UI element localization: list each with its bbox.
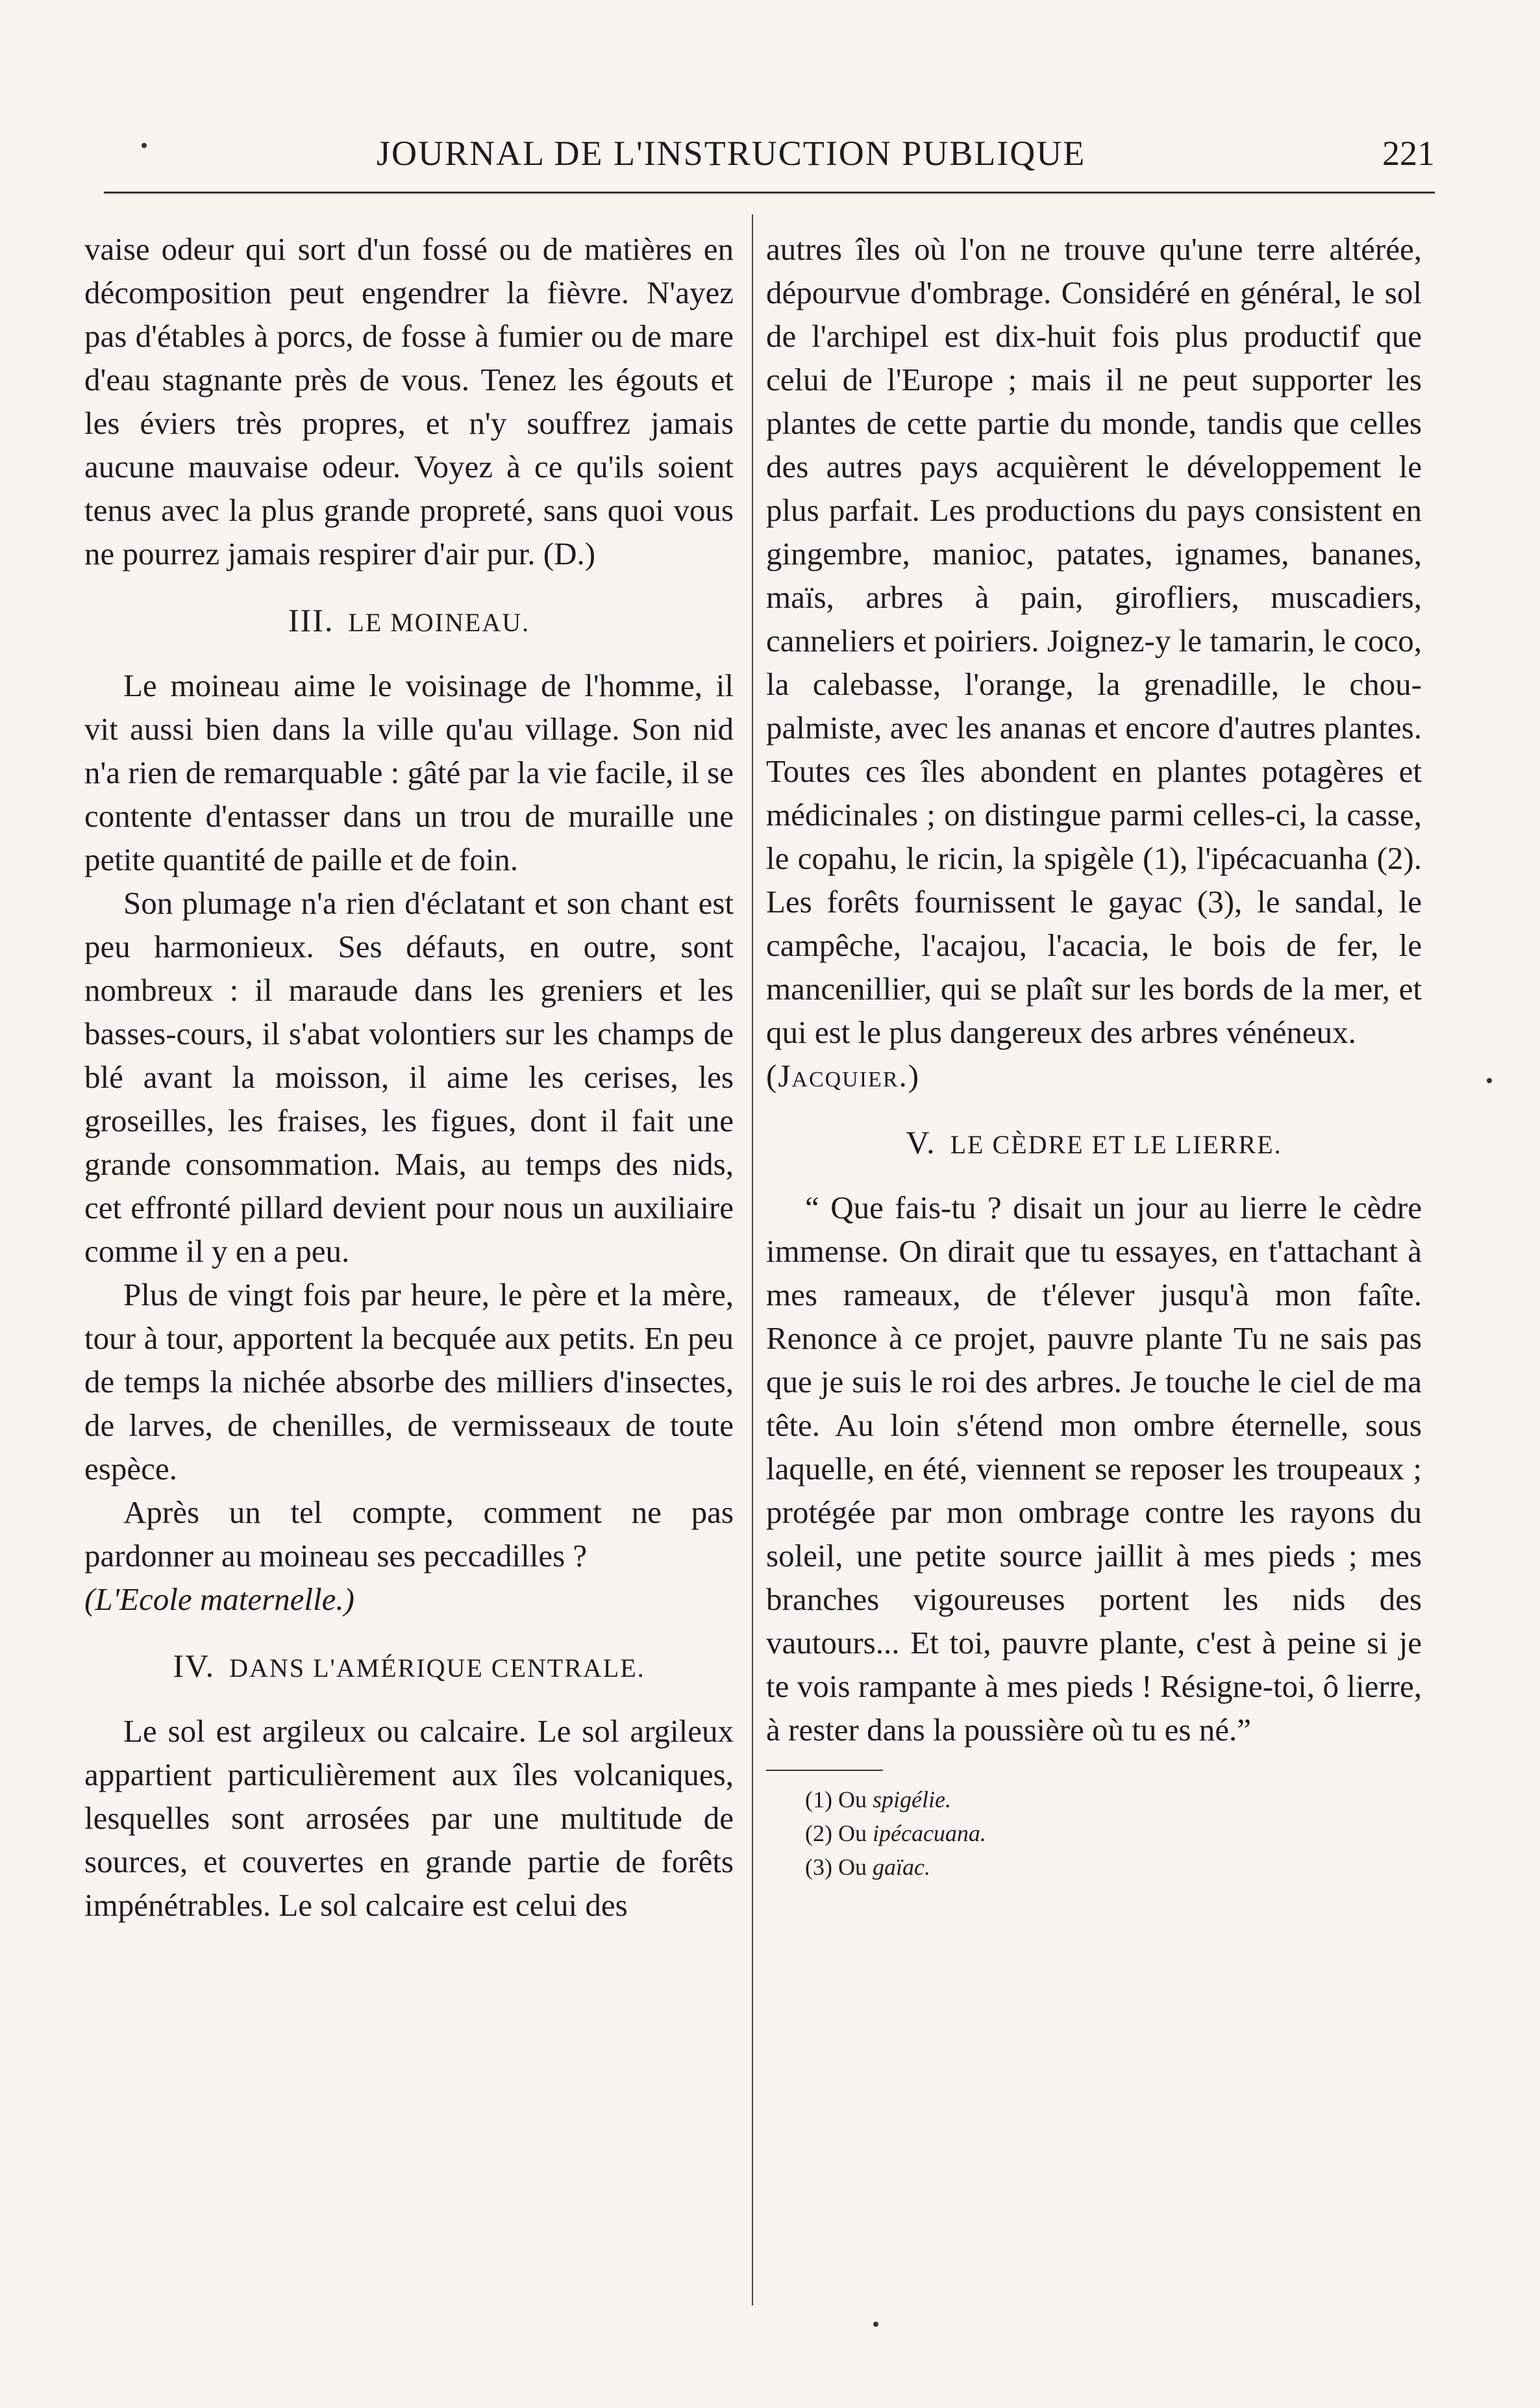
footnote-rule — [766, 1770, 883, 1771]
section-heading-amerique-centrale — [84, 1644, 734, 1690]
footnote-term: gaïac. — [872, 1854, 930, 1880]
section-title: LE CÈDRE ET LE LIERRE. — [950, 1130, 1282, 1159]
section-numeral: III. — [288, 602, 334, 638]
paragraph-continued: autres îles où l'on ne trouve qu'une terre altérée, dépourvue d'ombrage. Considéré en général, le sol de l'archipel est dix-huit fois plus productif que celui de l'Europe ; mais il ne peut supporter les plantes de cette partie du monde, tandis que celles des autres pays acquièrent le développement le plus parfait. Les productions du pays consistent en gingembre, manioc, patates, ignames, bananes, maïs, arbres à pain, girofliers, muscadiers, canneliers et poiriers. Joignez-y le tamarin, le coco, la calebasse, l'orange, la grenadille, le chou-palmiste, avec les ananas et encore d'autres plantes. Toutes ces îles abondent en plantes potagères et médicinales ; on distingue parmi celles-ci, la casse, le copahu, le ricin, la spigèle (1), l'ipécacuanha (2). Les forêts fournissent le gayac (3), le sandal, le campêche, l'acajou, l'acacia, le bois de fer, le mancenillier, qui se plaît sur les bords de la mer, et qui est le plus dangereux des arbres vénéneux. — [766, 231, 1422, 1050]
paragraph: Le sol est argileux ou calcaire. Le sol argileux appartient particulièrement aux îles volcaniques, lesquelles sont arrosées par une multitude de sources, et couvertes en grande partie de forêts impénétrables. Le sol calcaire est celui des — [84, 1713, 734, 1923]
page-header — [104, 130, 1435, 201]
footnote-term: spigélie. — [872, 1787, 951, 1812]
section-numeral: V. — [906, 1124, 936, 1160]
right-column — [766, 227, 1422, 1884]
footnote — [805, 1783, 1422, 1816]
section-heading-le-moineau — [84, 599, 734, 644]
footnote-term: ipécacuana. — [872, 1820, 986, 1846]
left-column — [84, 227, 734, 1927]
footnote-marker: (1) Ou — [805, 1787, 867, 1812]
header-rule — [104, 192, 1435, 194]
paragraph: Le moineau aime le voisinage de l'homme, il vit aussi bien dans la ville qu'au village. Son nid n'a rien de remarquable : gâté par la vie facile, il se contente d'entasser dans un trou de muraille une petite quantité de paille et de foin. — [84, 668, 734, 877]
section-title: LE MOINEAU. — [348, 608, 530, 637]
footnote-marker: (3) Ou — [805, 1854, 867, 1880]
paragraph: Après un tel compte, comment ne pas pardonner au moineau ses peccadilles ? — [84, 1494, 734, 1574]
column-divider — [752, 214, 753, 2305]
paragraph: “ Que fais-tu ? disait un jour au lierre le cèdre immense. On dirait que tu essayes, en t'attachant à mes rameaux, de t'élever jusqu'à mon faîte. Renonce à ce projet, pauvre plante Tu ne sais pas que je suis le roi des arbres. Je touche le ciel de ma tête. Au loin s'étend mon ombre éternelle, sous laquelle, en été, viennent se reposer les troupeaux ; protégée par mon ombrage contre les rayons du soleil, une petite source jaillit à mes pieds ; mes branches vigoureuses portent les nids des vautours... Et toi, pauvre plante, c'est à peine si je te vois rampante à mes pieds ! Résigne-toi, ô lierre, à rester dans la poussière où tu es né.” — [766, 1190, 1422, 1748]
section-heading-cedre-lierre — [766, 1121, 1422, 1166]
print-speck — [873, 2322, 878, 2327]
paragraph: Plus de vingt fois par heure, le père et la mère, tour à tour, apportent la becquée aux petits. En peu de temps la nichée absorbe des milliers d'insectes, de larves, de chenilles, de vermisseaux de toute espèce. — [84, 1277, 734, 1486]
paragraph: Son plumage n'a rien d'éclatant et son chant est peu harmonieux. Ses défauts, en outre, sont nombreux : il maraude dans les greniers et les basses-cours, il s'abat volontiers sur les champs de blé avant la moisson, il aime les cerises, les groseilles, les fraises, les figues, dont il fait une grande consommation. Mais, au temps des nids, cet effronté pillard devient pour nous un auxiliaire comme il y en a peu. — [84, 885, 734, 1269]
section-numeral: IV. — [173, 1648, 216, 1684]
print-speck — [142, 143, 147, 148]
section-title: DANS L'AMÉRIQUE CENTRALE. — [229, 1653, 645, 1683]
paragraph-continued: vaise odeur qui sort d'un fossé ou de matières en décomposition peut engendrer la fièvre. N'ayez pas d'étables à porcs, de fosse à fumier ou de mare d'eau stagnante près de vous. Tenez les égouts et les éviers très propres, et n'y souffrez jamais aucune mauvaise odeur. Voyez à ce qu'ils soient tenus avec la plus grande propreté, sans quoi vous ne pourrez jamais respirer d'air pur. (D.) — [84, 231, 734, 571]
attribution: (L'Ecole maternelle.) — [84, 1581, 354, 1617]
print-speck — [1487, 1078, 1492, 1083]
footnote-marker: (2) Ou — [805, 1820, 867, 1846]
page-number: 221 — [1382, 134, 1435, 173]
journal-title: JOURNAL DE L'INSTRUCTION PUBLIQUE — [377, 134, 1086, 173]
footnote — [805, 1816, 1422, 1850]
attribution: (Jacquier.) — [766, 1058, 921, 1094]
footnote — [805, 1850, 1422, 1884]
